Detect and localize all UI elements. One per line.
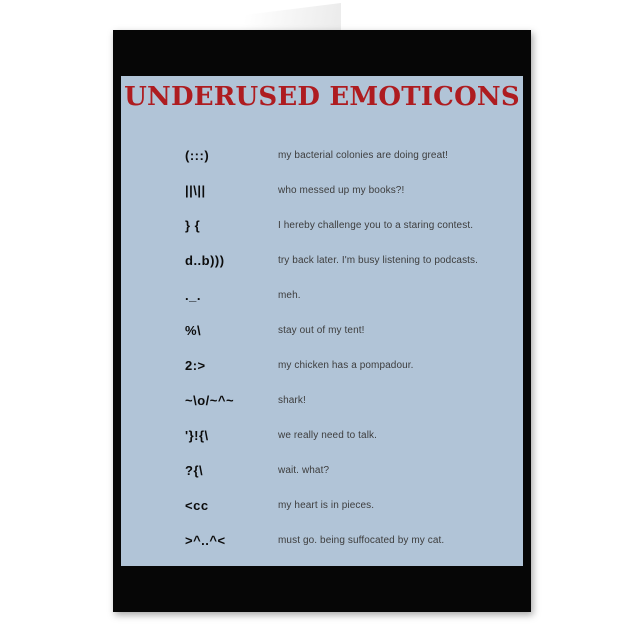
emoticon-row [121,348,523,383]
emoticon-row [121,208,523,243]
card-back-fold [124,3,341,30]
emoticon-row [121,418,523,453]
emoticon-meaning: wait. what? [278,465,330,476]
emoticon-meaning: must go. being suffocated by my cat. [278,535,445,546]
emoticon-row [121,313,523,348]
emoticon-row [121,383,523,418]
emoticon-symbol: d..b))) [185,253,225,268]
emoticon-symbol: <cc [185,498,209,513]
emoticon-symbol: %\ [185,323,202,338]
emoticon-meaning: try back later. I'm busy listening to podcasts. [278,255,479,266]
emoticon-meaning: my heart is in pieces. [278,500,375,511]
emoticon-meaning: my bacterial colonies are doing great! [278,150,449,161]
emoticon-symbol: ?{\ [185,463,204,478]
emoticon-symbol: '}!{\ [185,428,209,443]
greeting-card-front [113,30,531,612]
emoticon-row [121,488,523,523]
emoticon-row [121,278,523,313]
emoticon-meaning: my chicken has a pompadour. [278,360,414,371]
emoticon-row [121,523,523,558]
emoticon-meaning: meh. [278,290,301,301]
emoticon-symbol: (:::) [185,148,210,163]
emoticon-meaning: stay out of my tent! [278,325,365,336]
emoticon-symbol: ||\|| [185,183,206,198]
emoticon-row [121,173,523,208]
emoticon-list [121,138,523,558]
card-panel [121,76,523,566]
emoticon-meaning: we really need to talk. [278,430,378,441]
emoticon-meaning: shark! [278,395,306,406]
emoticon-symbol: ~\o/~^~ [185,393,235,408]
emoticon-symbol: ._. [185,288,201,303]
emoticon-symbol: >^..^< [185,533,226,548]
emoticon-meaning: who messed up my books?! [278,185,405,196]
emoticon-row [121,453,523,488]
emoticon-row [121,138,523,173]
emoticon-meaning: I hereby challenge you to a staring contest. [278,220,474,231]
emoticon-symbol: 2:> [185,358,206,373]
emoticon-symbol: } { [185,218,201,233]
emoticon-row [121,243,523,278]
card-title: UNDERUSED EMOTICONS [124,82,520,112]
